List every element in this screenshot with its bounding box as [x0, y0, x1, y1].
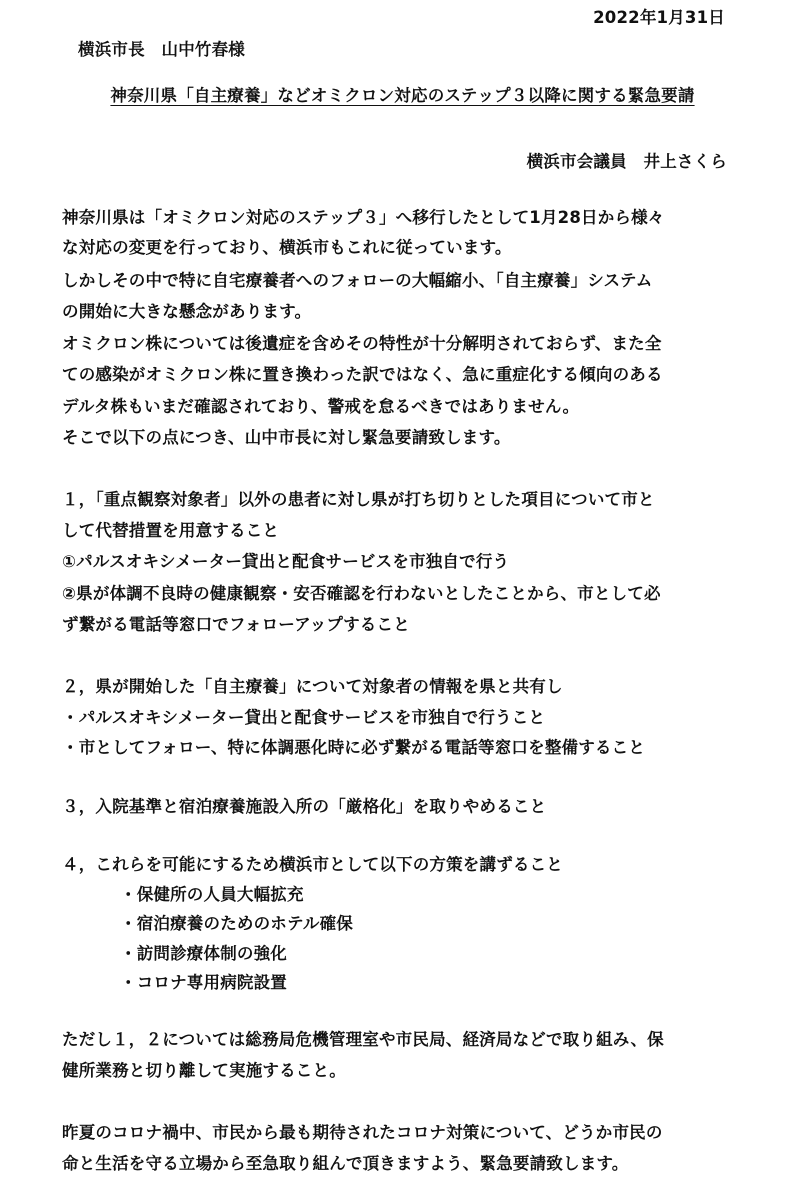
intro-line: 神奈川県は「オミクロン対応のステップ３」へ移行したとして1月28日から様々: [62, 208, 665, 227]
closing-line: 昨夏のコロナ禍中、市民から最も期待されたコロナ対策について、どうか市民の: [62, 1123, 663, 1142]
sender: 横浜市会議員 井上さくら: [526, 152, 727, 171]
item4-bullet: ・宿泊療養のためのホテル確保: [120, 914, 353, 933]
intro-line: ての感染がオミクロン株に置き換わった訳ではなく、急に重症化する傾向のある: [62, 365, 663, 384]
item1-line: ②県が体調不良時の健康観察・安否確認を行わないとしたことから、市として必: [62, 584, 661, 603]
item1-line: ず繋がる電話等窓口でフォローアップすること: [62, 615, 410, 634]
intro-line: デルタ株もいまだ確認されており、警戒を怠るべきではありません。: [62, 397, 580, 416]
item1-line: １，「重点観察対象者」以外の患者に対し県が打ち切りとした項目について市と: [62, 490, 655, 509]
item2-line: ・市としてフォロー、特に体調悪化時に必ず繋がる電話等窓口を整備すること: [62, 738, 646, 757]
intro-line: そこで以下の点につき、山中市長に対し緊急要請致します。: [62, 428, 511, 447]
item1-line: ①パルスオキシメーター貸出と配食サービスを市独自で行う: [62, 552, 510, 571]
item4-bullet: ・訪問診療体制の強化: [120, 944, 287, 963]
item4-bullet: ・コロナ専用病院設置: [120, 973, 287, 992]
intro-line: オミクロン株については後遺症を含めその特性が十分解明されておらず、また全: [62, 334, 662, 353]
addressee: 横浜市長 山中竹春様: [78, 40, 245, 59]
item2-line: ・パルスオキシメーター貸出と配食サービスを市独自で行うこと: [62, 708, 546, 727]
intro-line: の開始に大きな懸念があります。: [62, 302, 312, 321]
intro-line: な対応の変更を行っており、横浜市もこれに従っています。: [62, 238, 512, 257]
item4-bullet: ・保健所の人員大幅拡充: [120, 885, 304, 904]
letter-date: 2022年1月31日: [593, 8, 725, 27]
item4-heading: ４，これらを可能にするため横浜市として以下の方策を講ずること: [62, 855, 563, 874]
intro-line: しかしその中で特に自宅療養者へのフォローの大幅縮小、「自主療養」システム: [62, 271, 653, 290]
item3-line: ３，入院基準と宿泊療養施設入所の「厳格化」を取りやめること: [62, 797, 547, 816]
item1-line: して代替措置を用意すること: [62, 521, 280, 540]
letter-title: 神奈川県「自主療養」などオミクロン対応のステップ３以降に関する緊急要請: [110, 86, 695, 105]
note-line: 健所業務と切り離して実施すること。: [62, 1061, 346, 1080]
note-line: ただし１，２については総務局危機管理室や市民局、経済局などで取り組み、保: [62, 1030, 664, 1049]
item2-line: ２，県が開始した「自主療養」について対象者の情報を県と共有し: [62, 677, 563, 696]
closing-line: 命と生活を守る立場から至急取り組んで頂きますよう、緊急要請致します。: [62, 1154, 629, 1173]
